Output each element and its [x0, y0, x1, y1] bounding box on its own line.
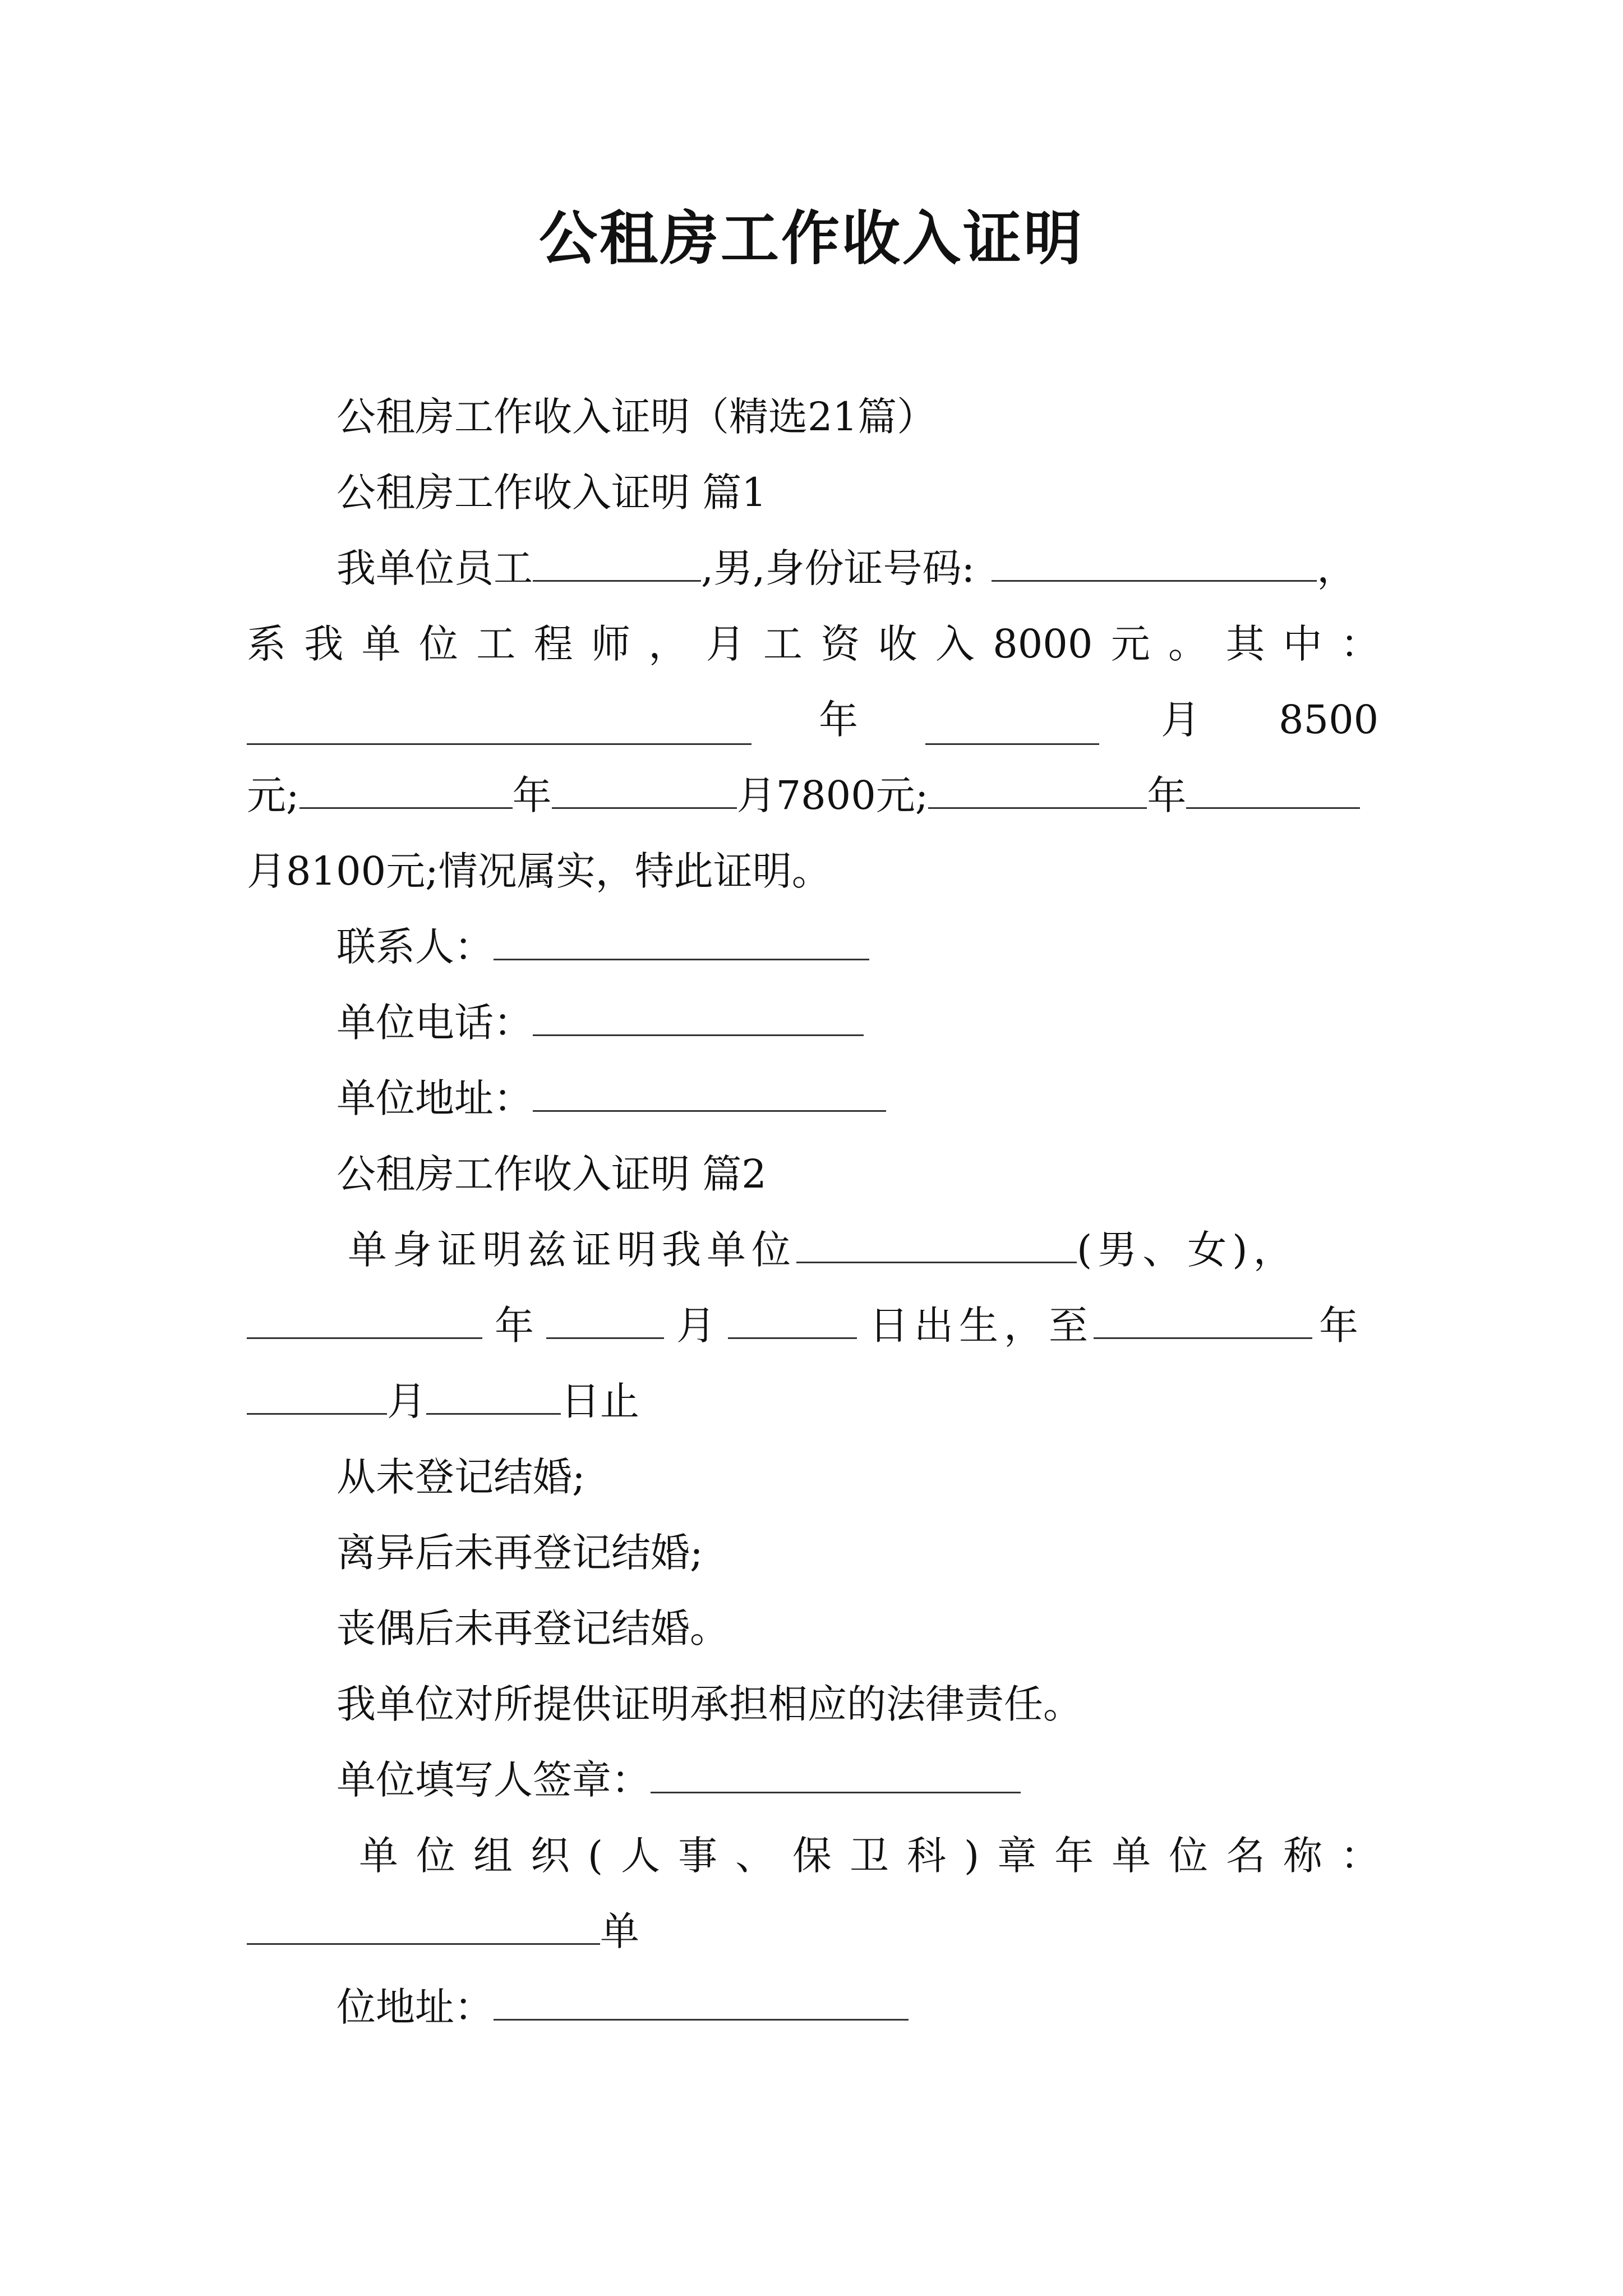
birth-line	[247, 1287, 1380, 1364]
employee-line	[336, 530, 1380, 606]
name-blank	[796, 1225, 1077, 1263]
comma: ，	[1317, 545, 1357, 591]
year-blank	[1094, 1300, 1312, 1339]
year-label: 年	[495, 1303, 534, 1349]
phone-label: 单位电话：	[336, 1000, 533, 1046]
phone-blank	[533, 997, 864, 1036]
divorced-line: 离异后未再登记结婚;	[336, 1530, 703, 1576]
intro-text: 单身证明兹证明我单位	[348, 1227, 796, 1273]
address-label: 位地址：	[336, 1984, 494, 2030]
signer-blank	[651, 1755, 1021, 1793]
yuan-label: 元;	[247, 772, 299, 818]
contact-label: 联系人：	[336, 924, 494, 970]
day-blank	[426, 1376, 561, 1415]
address-line	[336, 1060, 1380, 1137]
month-7800: 月7800元;	[736, 772, 929, 818]
salary-line: 系我单位工程师，月工资收入8000元。其中：	[247, 621, 1380, 667]
address-blank	[494, 1982, 909, 2021]
year-label: 年	[1147, 772, 1187, 818]
amount-8500: 8500	[1279, 697, 1379, 743]
day-end: 日止	[561, 1378, 639, 1424]
date-amount-line	[247, 682, 1380, 758]
signer-line	[336, 1742, 1380, 1818]
id-number-blank	[992, 543, 1317, 582]
day-blank	[728, 1300, 857, 1339]
born-to: 日出生，至	[869, 1303, 1094, 1349]
gender-id-label: ,男,身份证号码:	[701, 545, 975, 591]
document-title: 公租房工作收入证明	[538, 204, 1084, 273]
address-blank	[533, 1073, 886, 1112]
unit-char: 单	[600, 1908, 639, 1954]
unit-address-line	[336, 1969, 1380, 2045]
year-label: 年	[819, 697, 858, 743]
gender-option: (男、女)，	[1077, 1227, 1298, 1273]
responsibility-line: 我单位对所提供证明承担相应的法律责任。	[336, 1681, 1082, 1727]
year-blank	[247, 1300, 482, 1339]
month-blank	[1186, 770, 1360, 809]
employee-prefix: 我单位员工	[336, 545, 533, 591]
month-label: 月	[387, 1378, 426, 1424]
year-blank	[247, 706, 751, 745]
org-line: 单位组织(人事、保卫科)章年单位名称：	[359, 1833, 1380, 1879]
month-blank	[552, 770, 737, 809]
closing-line: 月8100元;情况属实，特此证明。	[247, 848, 831, 894]
section-heading: 公租房工作收入证明 篇2	[336, 1151, 767, 1197]
address-label: 单位地址：	[336, 1075, 533, 1121]
phone-line	[336, 984, 1380, 1061]
month-blank	[546, 1300, 664, 1339]
until-line	[247, 1363, 1380, 1439]
month-blank	[925, 706, 1099, 745]
year-blank	[928, 770, 1147, 809]
contact-blank	[494, 922, 869, 960]
unit-name-line	[247, 1893, 1380, 1970]
single-intro-line	[348, 1212, 1380, 1288]
month-label: 月	[676, 1303, 716, 1349]
month-blank	[247, 1376, 387, 1415]
unit-name-blank	[247, 1906, 600, 1945]
document-subtitle: 公租房工作收入证明（精选21篇）	[336, 394, 937, 440]
year-label: 年	[1319, 1303, 1358, 1349]
contact-line	[336, 909, 1380, 985]
signer-label: 单位填写人签章：	[336, 1757, 651, 1803]
section-heading: 公租房工作收入证明 篇1	[336, 470, 767, 516]
widowed-line: 丧偶后未再登记结婚。	[336, 1605, 729, 1651]
amount-line	[247, 757, 1380, 834]
year-label: 年	[512, 772, 552, 818]
year-blank	[299, 770, 513, 809]
employee-name-blank	[533, 543, 701, 582]
never-married-line: 从未登记结婚;	[336, 1454, 585, 1500]
month-label: 月	[1161, 697, 1200, 743]
